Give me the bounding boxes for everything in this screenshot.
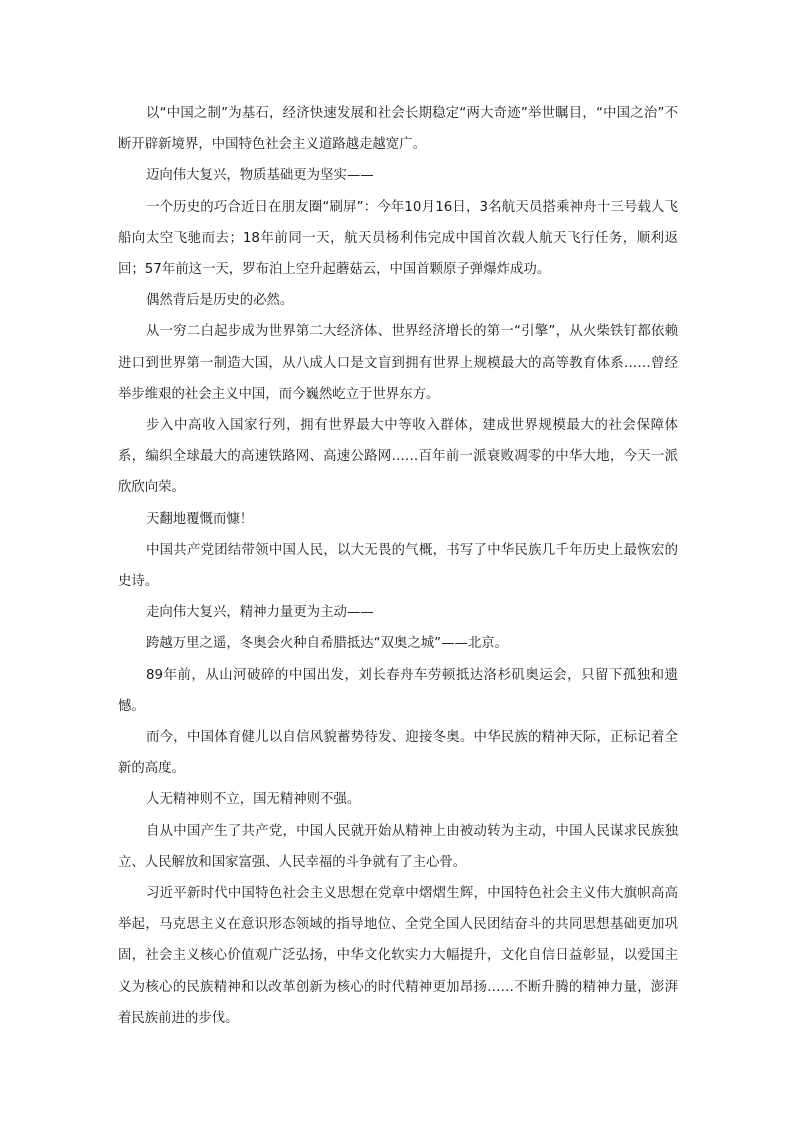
paragraph: 步入中高收入国家行列，拥有世界最大中等收入群体，建成世界规模最大的社会保障体系，编织全球最大的高速铁路网、高速公路网……百年前一派衰败凋零的中华大地，今天一派欣欣向荣。 [118,418,678,496]
paragraph: 以“中国之制”为基石，经济快速发展和社会长期稳定“两大奇迹”举世瞩目，“中国之治”不断开辟新境界，中国特色社会主义道路越走越宽广。 [118,106,678,153]
paragraph: 一个历史的巧合近日在朋友圈“刷屏”：今年10月16日，3名航天员搭乘神舟十三号载人飞船向太空飞驰而去；18年前同一天，航天员杨利伟完成中国首次载人航天飞行任务，顺利返回；57年前这一天，罗布泊上空升起蘑菇云，中国首颗原子弹爆炸成功。 [118,199,678,278]
paragraph: 天翻地覆慨而慷！ [146,511,254,527]
paragraph: 从一穷二白起步成为世界第二大经济体、世界经济增长的第一“引擎”，从火柴铁钉都依赖进口到世界第一制造大国，从八成人口是文盲到拥有世界上规模最大的高等教育体系……曾经举步维艰的社会主义中国，而今巍然屹立于世界东方。 [118,324,678,402]
paragraph: 偶然背后是历史的必然。 [146,293,294,309]
paragraph: 习近平新时代中国特色社会主义思想在党章中熠熠生辉，中国特色社会主义伟大旗帜高高举起，马克思主义在意识形态领域的指导地位、全党全国人民团结奋斗的共同思想基础更加巩固，社会主义核心价值观广泛弘扬，中华文化软实力大幅提升，文化自信日益彰显，以爱国主义为核心的民族精神和以改革创新为核心的时代精神更加昂扬……不断升腾的精神力量，澎湃着民族前进的步伐。 [118,886,678,1026]
paragraph: 89年前，从山河破碎的中国出发，刘长春舟车劳顿抵达洛杉矶奥运会，只留下孤独和遗憾。 [118,667,678,714]
paragraph: 人无精神则不立，国无精神则不强。 [146,792,361,808]
paragraph: 迈向伟大复兴，物质基础更为坚实—— [146,168,374,184]
paragraph: 跨越万里之遥，冬奥会火种自希腊抵达“双奥之城”——北京。 [146,636,509,652]
paragraph: 而今，中国体育健儿以自信风貌蓄势待发、迎接冬奥。中华民族的精神天际，正标记着全新的高度。 [118,730,678,777]
paragraph: 自从中国产生了共产党，中国人民就开始从精神上由被动转为主动，中国人民谋求民族独立、人民解放和国家富强、人民幸福的斗争就有了主心骨。 [118,823,678,870]
paragraph: 中国共产党团结带领中国人民，以大无畏的气概，书写了中华民族几千年历史上最恢宏的史诗。 [118,542,678,590]
paragraph: 走向伟大复兴，精神力量更为主动—— [146,605,374,621]
article-body [118,98,678,1034]
